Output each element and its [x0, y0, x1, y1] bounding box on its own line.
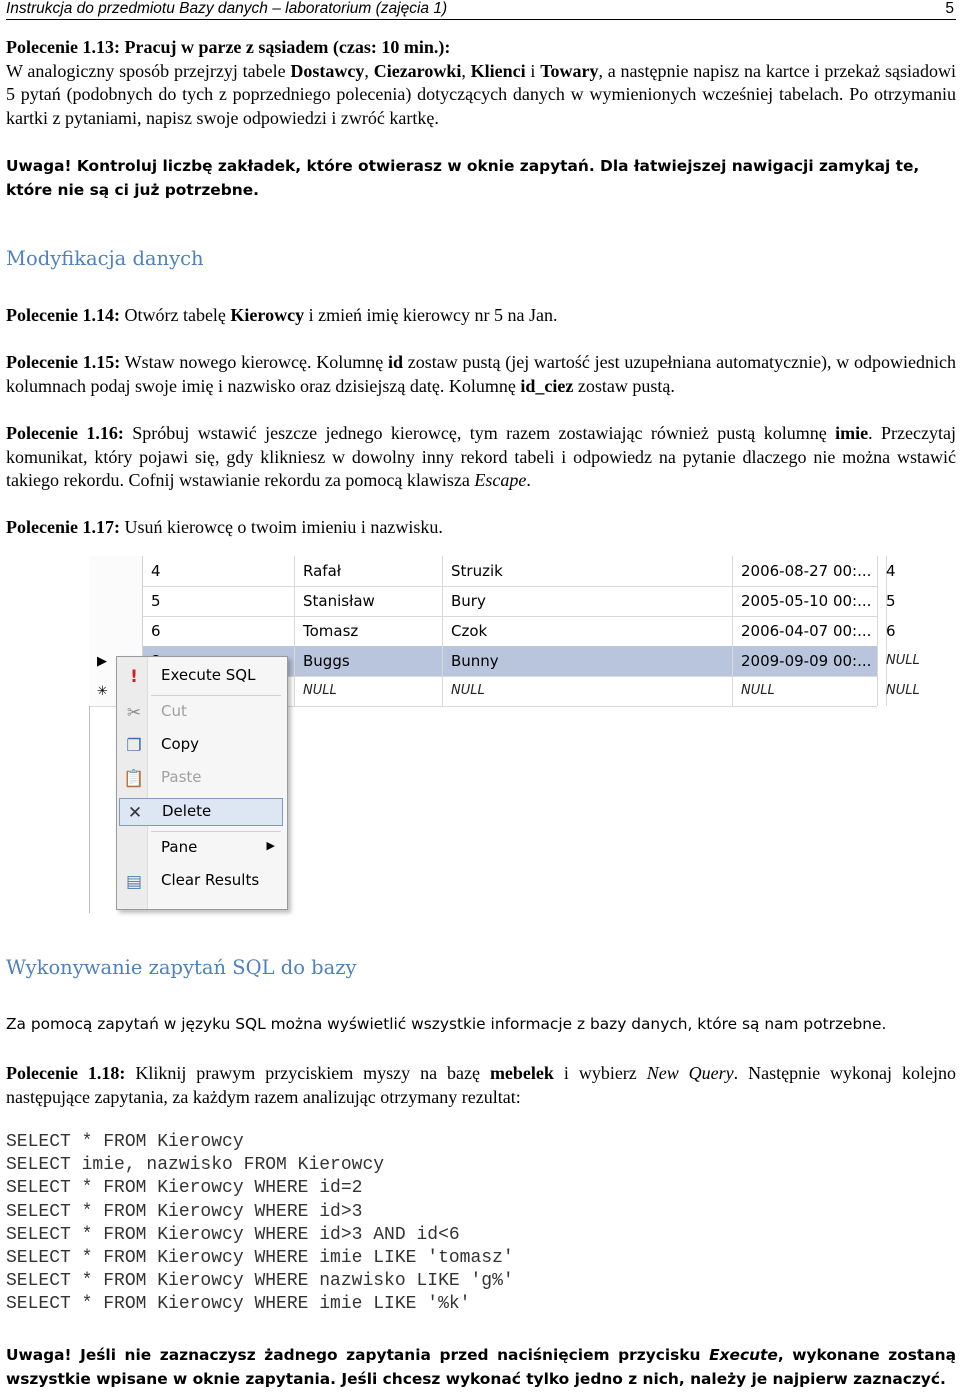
task-1-17 — [6, 516, 956, 540]
grid-cell[interactable]: Struzik — [443, 556, 733, 586]
grid-cell[interactable]: Czok — [443, 616, 733, 646]
text: W analogiczny sposób przejrzyj tabele — [6, 60, 291, 81]
page-number: 5 — [945, 0, 954, 17]
text: zostaw pustą (jej wartość jest uzupełniana automatycznie), w odpowiednich kolumnach podaj swoje imię i nazwisko oraz dzisiejszą datę. Kolumnę — [6, 352, 956, 396]
column-name: id_ciez — [520, 375, 574, 396]
grid-cell[interactable]: 5 — [143, 586, 295, 616]
sql-intro: Za pomocą zapytań w języku SQL można wyświetlić wszystkie informacje z bazy danych, które są nam potrzebne. — [6, 1015, 887, 1033]
copy-icon: ❐ — [126, 736, 142, 756]
table-name: Towary — [540, 60, 599, 81]
grid-cell[interactable]: NULL — [878, 676, 887, 706]
header-title: Instrukcja do przedmiotu Bazy danych – laboratorium (zajęcia 1) — [6, 0, 448, 17]
menu-item-paste[interactable] — [119, 765, 283, 793]
text: , wykonane zostaną wszystkie wpisane w oknie zapytania. Jeśli chcesz wykonać tylko jedno z nich, należy je najpierw zaznaczyć. — [6, 1346, 956, 1388]
grid-cell[interactable]: 6 — [878, 616, 887, 646]
grid-cell[interactable]: NULL — [878, 646, 887, 676]
grid-cell[interactable]: Bunny — [443, 646, 733, 676]
text: Usuń kierowcę o twoim imieniu i nazwisku. — [119, 517, 443, 537]
menu-item-label: Delete — [162, 802, 212, 820]
menu-item-execute-sql[interactable] — [119, 663, 283, 691]
menu-item-label: Pane — [161, 838, 198, 856]
sql-query: SELECT * FROM Kierowcy WHERE imie LIKE '%k' — [6, 1294, 471, 1315]
task-1-13 — [6, 36, 956, 130]
grid-cell[interactable]: 2006-08-27 00:... — [733, 556, 878, 586]
text: , — [364, 60, 374, 81]
text: , — [461, 60, 471, 81]
text: Otwórz tabelę — [119, 305, 231, 325]
note-execute — [6, 1343, 956, 1391]
task-1-18 — [6, 1062, 956, 1109]
key-name: Escape — [474, 470, 527, 490]
grid-cell[interactable]: NULL — [733, 676, 878, 706]
table-name: Klienci — [470, 60, 526, 81]
grid-cell[interactable]: Tomasz — [295, 616, 443, 646]
menu-separator — [151, 695, 281, 696]
grid-row[interactable] — [89, 616, 896, 647]
menu-separator — [151, 831, 281, 832]
section-heading-modification: Modyfikacja danych — [6, 247, 204, 270]
task-label: Polecenie 1.17: — [6, 517, 120, 537]
grid-cell[interactable]: 5 — [878, 586, 887, 616]
sql-query: SELECT imie, nazwisko FROM Kierowcy — [6, 1155, 385, 1176]
column-name: imie — [835, 423, 869, 443]
menu-item-label: Clear Results — [161, 871, 260, 889]
grid-border — [89, 706, 90, 913]
text: , a następnie napisz na kartce i przekaż sąsiadowi 5 pytań (podobnych do tych z poprzedniego polecenia) dotyczących danych w wymienionych wcześniej tabelach. Po otrzymaniu kartki z pytaniami, napisz swoje odpowiedzi i zwróć kartkę. — [6, 60, 957, 128]
task-label: Polecenie 1.14: — [6, 305, 120, 325]
grid-cell[interactable]: NULL — [443, 676, 733, 706]
grid-cell[interactable]: Bury — [443, 586, 733, 616]
page-header — [6, 0, 956, 20]
text: i wybierz — [553, 1063, 647, 1083]
task-1-14 — [6, 304, 956, 328]
text: Kliknij prawym przyciskiem myszy na bazę — [125, 1063, 490, 1083]
grid-cell[interactable]: 4 — [878, 556, 887, 586]
column-name: id — [388, 352, 404, 372]
database-name: mebelek — [489, 1063, 554, 1083]
menu-item-delete[interactable] — [119, 798, 283, 826]
row-header[interactable] — [89, 616, 143, 646]
menu-item-label: Cut — [161, 702, 187, 720]
grid-cell[interactable]: Buggs — [295, 646, 443, 676]
paste-icon: 📋 — [123, 769, 145, 789]
section-heading-sql-queries: Wykonywanie zapytań SQL do bazy — [6, 956, 357, 979]
grid-cell[interactable]: Rafał — [295, 556, 443, 586]
menu-item-label: Execute SQL — [161, 666, 256, 684]
sql-query: SELECT * FROM Kierowcy — [6, 1132, 244, 1152]
sql-query: SELECT * FROM Kierowcy WHERE nazwisko LIKE 'g%' — [6, 1271, 514, 1292]
task-label: Polecenie 1.18: — [6, 1063, 126, 1083]
menu-item-cut[interactable] — [119, 699, 283, 727]
text: . — [526, 470, 531, 490]
sql-query-list — [6, 1131, 514, 1317]
sql-query: SELECT * FROM Kierowcy WHERE id>3 — [6, 1201, 363, 1222]
grid-cell[interactable]: 6 — [143, 616, 295, 646]
button-name: Execute — [709, 1346, 778, 1364]
text: Wstaw nowego kierowcę. Kolumnę — [120, 352, 388, 372]
task-1-15 — [6, 351, 956, 398]
cut-icon: ✂ — [126, 703, 142, 723]
text: i — [525, 60, 541, 81]
row-header[interactable] — [89, 556, 143, 586]
task-1-16 — [6, 422, 956, 493]
clear-results-icon: ▤ — [125, 872, 143, 892]
results-grid-screenshot — [89, 556, 920, 913]
grid-cell[interactable]: 2006-04-07 00:... — [733, 616, 878, 646]
grid-cell[interactable]: 2005-05-10 00:... — [733, 586, 878, 616]
table-name: Dostawcy — [290, 60, 365, 81]
grid-cell[interactable]: NULL — [295, 676, 443, 706]
menu-item-pane[interactable] — [119, 835, 283, 863]
delete-icon: ✕ — [127, 803, 143, 823]
sql-query: SELECT * FROM Kierowcy WHERE imie LIKE 'tomasz' — [6, 1248, 514, 1269]
current-row-arrow-icon: ▶ — [97, 654, 107, 669]
task-label: Polecenie 1.13: — [6, 37, 120, 57]
text: Spróbuj wstawić jeszcze jednego kierowcę, tym razem zostawiając również pustą kolumnę — [123, 423, 836, 443]
new-row-asterisk-icon: ✳ — [97, 684, 108, 699]
menu-item-clear-results[interactable] — [119, 868, 283, 896]
grid-cell[interactable]: 4 — [143, 556, 295, 586]
context-menu — [116, 656, 288, 910]
text: . Przeczytaj komunikat, który pojawi się, gdy klikniesz w dowolny inny rekord tabeli i odpowiedz na pytanie dlaczego nie można wstawić takiego rekordu. Cofnij wstawianie rekordu za pomocą klawisza — [6, 423, 956, 490]
menu-item-label: Copy — [161, 735, 200, 753]
task-label: Polecenie 1.15: — [6, 352, 121, 372]
grid-row[interactable] — [89, 556, 896, 587]
menu-item-copy[interactable] — [119, 732, 283, 760]
row-header[interactable] — [89, 586, 143, 616]
text: i zmień imię kierowcy nr 5 na Jan. — [304, 305, 558, 325]
task-label: Polecenie 1.16: — [6, 423, 124, 443]
execute-icon: ! — [130, 667, 138, 687]
task-title: Pracuj w parze z sąsiadem (czas: 10 min.): — [119, 37, 451, 57]
grid-cell[interactable]: Stanisław — [295, 586, 443, 616]
text: Uwaga! Jeśli nie zaznaczysz żadnego zapytania przed naciśnięciem przycisku — [6, 1346, 710, 1364]
text: . Następnie wykonaj kolejno następujące zapytania, za każdym razem analizując otrzymany rezultat: — [6, 1063, 956, 1107]
text: zostaw pustą. — [573, 375, 675, 396]
menu-item-label: Paste — [161, 768, 202, 786]
table-name: Ciezarowki — [373, 60, 462, 81]
sql-query: SELECT * FROM Kierowcy WHERE id>3 AND id<6 — [6, 1224, 460, 1245]
grid-row[interactable] — [89, 586, 896, 617]
submenu-arrow-icon: ▶ — [266, 839, 275, 852]
table-name: Kierowcy — [230, 305, 305, 325]
grid-cell[interactable]: 2009-09-09 00:... — [733, 646, 878, 676]
menu-command: New Query — [646, 1063, 734, 1083]
sql-query: SELECT * FROM Kierowcy WHERE id=2 — [6, 1178, 363, 1199]
note-tabs: Uwaga! Kontroluj liczbę zakładek, które otwierasz w oknie zapytań. Dla łatwiejszej nawigacji zamykaj te, które nie są ci już potrzebne. — [6, 157, 920, 199]
